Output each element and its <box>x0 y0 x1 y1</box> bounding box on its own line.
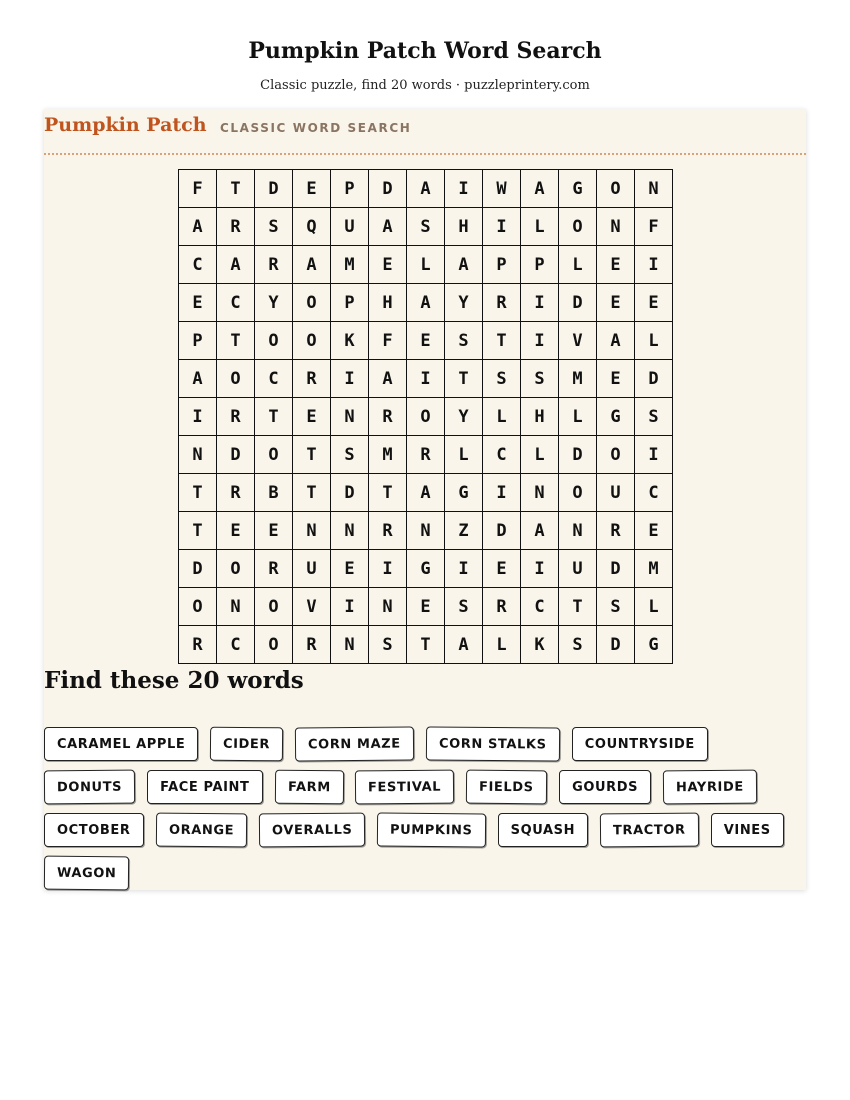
grid-cell[interactable]: I <box>331 360 369 398</box>
grid-cell[interactable]: C <box>217 626 255 664</box>
grid-cell[interactable]: O <box>255 626 293 664</box>
grid-cell[interactable]: D <box>331 474 369 512</box>
grid-cell[interactable]: G <box>445 474 483 512</box>
grid-cell[interactable]: R <box>407 436 445 474</box>
grid-cell[interactable]: Q <box>293 208 331 246</box>
word-chip: PUMPKINS <box>377 813 486 848</box>
grid-cell[interactable]: R <box>483 588 521 626</box>
grid-cell[interactable]: N <box>179 436 217 474</box>
grid-cell[interactable]: A <box>369 208 407 246</box>
tagline: CLASSIC WORD SEARCH <box>220 121 412 135</box>
grid-cell[interactable]: E <box>331 550 369 588</box>
word-chip: FESTIVAL <box>355 770 454 805</box>
grid-cell[interactable]: N <box>331 626 369 664</box>
grid-cell[interactable]: N <box>559 512 597 550</box>
grid-cell[interactable]: L <box>635 322 673 360</box>
grid-cell[interactable]: T <box>293 474 331 512</box>
grid-cell[interactable]: B <box>255 474 293 512</box>
grid-cell[interactable]: M <box>635 550 673 588</box>
grid-cell[interactable]: M <box>369 436 407 474</box>
grid-cell[interactable]: S <box>445 588 483 626</box>
grid-cell[interactable]: L <box>521 208 559 246</box>
word-chip: OCTOBER <box>44 813 144 847</box>
grid-cell[interactable]: P <box>179 322 217 360</box>
grid-cell[interactable]: E <box>293 398 331 436</box>
grid-cell[interactable]: L <box>559 246 597 284</box>
grid-cell[interactable]: N <box>521 474 559 512</box>
grid-cell[interactable]: D <box>635 360 673 398</box>
grid-cell[interactable]: I <box>179 398 217 436</box>
word-chip: COUNTRYSIDE <box>572 727 708 761</box>
letter-grid <box>178 169 673 664</box>
grid-cell[interactable]: R <box>369 398 407 436</box>
grid-cell[interactable]: T <box>483 322 521 360</box>
word-chip: HAYRIDE <box>663 770 757 805</box>
grid-cell[interactable]: T <box>179 474 217 512</box>
grid-cell[interactable]: D <box>179 550 217 588</box>
grid-cell[interactable]: O <box>293 284 331 322</box>
grid-cell[interactable]: R <box>255 246 293 284</box>
grid-cell[interactable]: T <box>217 322 255 360</box>
grid-cell[interactable]: A <box>521 512 559 550</box>
grid-cell[interactable]: I <box>635 436 673 474</box>
grid-cell[interactable]: H <box>445 208 483 246</box>
grid-cell[interactable]: G <box>407 550 445 588</box>
word-chip: FARM <box>274 770 343 805</box>
puzzle-card <box>44 109 806 890</box>
grid-cell[interactable]: W <box>483 170 521 208</box>
grid-cell[interactable]: E <box>597 246 635 284</box>
grid-cell[interactable]: D <box>559 436 597 474</box>
grid-cell[interactable]: N <box>635 170 673 208</box>
grid-cell[interactable]: L <box>483 626 521 664</box>
grid-cell[interactable]: O <box>217 550 255 588</box>
grid-cell[interactable]: S <box>445 322 483 360</box>
word-chip: CIDER <box>210 727 283 762</box>
grid-cell[interactable]: E <box>407 588 445 626</box>
grid-cell[interactable]: L <box>635 588 673 626</box>
grid-cell[interactable]: O <box>597 436 635 474</box>
word-chip: TRACTOR <box>600 813 699 848</box>
grid-cell[interactable]: I <box>407 360 445 398</box>
grid-cell[interactable]: I <box>521 284 559 322</box>
grid-cell[interactable]: S <box>483 360 521 398</box>
grid-cell[interactable]: T <box>217 170 255 208</box>
grid-cell[interactable]: E <box>635 284 673 322</box>
grid-cell[interactable]: E <box>179 284 217 322</box>
grid-cell[interactable]: F <box>369 322 407 360</box>
grid-cell[interactable]: M <box>331 246 369 284</box>
grid-cell[interactable]: V <box>559 322 597 360</box>
grid-cell[interactable]: C <box>217 284 255 322</box>
grid-cell[interactable]: A <box>407 474 445 512</box>
grid-cell[interactable]: I <box>521 322 559 360</box>
grid-cell[interactable]: E <box>293 170 331 208</box>
grid-cell[interactable]: A <box>179 360 217 398</box>
grid-cell[interactable]: N <box>331 512 369 550</box>
grid-cell[interactable]: I <box>521 550 559 588</box>
grid-cell[interactable]: D <box>369 170 407 208</box>
grid-cell[interactable]: S <box>559 626 597 664</box>
grid-cell[interactable]: N <box>293 512 331 550</box>
word-chip: SQUASH <box>498 813 588 847</box>
grid-cell[interactable]: R <box>217 208 255 246</box>
grid-cell[interactable]: O <box>293 322 331 360</box>
word-chip: GOURDS <box>559 770 651 804</box>
grid-cell[interactable]: A <box>445 626 483 664</box>
word-chip: CORN MAZE <box>295 726 414 761</box>
grid-cell[interactable]: D <box>217 436 255 474</box>
grid-cell[interactable]: T <box>293 436 331 474</box>
grid-cell[interactable]: U <box>293 550 331 588</box>
grid-cell[interactable]: Y <box>445 398 483 436</box>
grid-cell[interactable]: C <box>521 588 559 626</box>
grid-cell[interactable]: K <box>331 322 369 360</box>
grid-cell[interactable]: N <box>331 398 369 436</box>
grid-cell[interactable]: D <box>483 512 521 550</box>
grid-cell[interactable]: S <box>407 208 445 246</box>
grid-cell[interactable]: R <box>597 512 635 550</box>
grid-cell[interactable]: R <box>179 626 217 664</box>
grid-cell[interactable]: T <box>179 512 217 550</box>
card-header <box>44 109 806 155</box>
grid-cell[interactable]: Y <box>255 284 293 322</box>
grid-cell[interactable]: D <box>597 626 635 664</box>
grid-cell[interactable]: C <box>483 436 521 474</box>
grid-cell[interactable]: U <box>331 208 369 246</box>
grid-cell[interactable]: E <box>635 512 673 550</box>
word-chip: ORANGE <box>155 813 246 848</box>
grid-cell[interactable]: E <box>369 246 407 284</box>
word-chip: DONUTS <box>44 770 135 805</box>
grid-cell[interactable]: O <box>255 322 293 360</box>
grid-cell[interactable]: A <box>407 284 445 322</box>
grid-cell[interactable]: A <box>217 246 255 284</box>
grid-cell[interactable]: G <box>635 626 673 664</box>
grid-cell[interactable]: P <box>483 246 521 284</box>
grid-cell[interactable]: O <box>559 474 597 512</box>
word-chip: FACE PAINT <box>147 770 262 804</box>
grid-cell[interactable]: A <box>293 246 331 284</box>
grid-cell[interactable]: L <box>559 398 597 436</box>
grid-cell[interactable]: G <box>597 398 635 436</box>
brand-title: Pumpkin Patch <box>44 114 207 136</box>
grid-cell[interactable]: S <box>597 588 635 626</box>
grid-cell[interactable]: K <box>521 626 559 664</box>
grid-cell[interactable]: D <box>255 170 293 208</box>
grid-cell[interactable]: N <box>597 208 635 246</box>
word-chip: OVERALLS <box>259 813 366 848</box>
grid-cell[interactable]: U <box>559 550 597 588</box>
page-subtitle: Classic puzzle, find 20 words · puzzleprintery.com <box>260 78 590 93</box>
grid-cell[interactable]: T <box>369 474 407 512</box>
grid-cell[interactable]: C <box>179 246 217 284</box>
grid-cell[interactable]: S <box>369 626 407 664</box>
word-chip: CORN STALKS <box>426 726 560 761</box>
grid-cell[interactable]: N <box>217 588 255 626</box>
grid-cell[interactable]: T <box>445 360 483 398</box>
grid-cell[interactable]: A <box>179 208 217 246</box>
grid-cell[interactable]: A <box>521 170 559 208</box>
grid-cell[interactable]: I <box>445 170 483 208</box>
grid-cell[interactable]: I <box>635 246 673 284</box>
grid-cell[interactable]: R <box>293 360 331 398</box>
grid-cell[interactable]: H <box>521 398 559 436</box>
page-title: Pumpkin Patch Word Search <box>248 38 602 64</box>
grid-cell[interactable]: F <box>179 170 217 208</box>
grid-cell[interactable]: C <box>635 474 673 512</box>
grid-cell[interactable]: S <box>521 360 559 398</box>
word-list-heading: Find these 20 words <box>44 667 304 694</box>
grid-cell[interactable]: N <box>407 512 445 550</box>
grid-cell[interactable]: E <box>407 322 445 360</box>
grid-cell[interactable]: O <box>559 208 597 246</box>
grid-cell[interactable]: R <box>369 512 407 550</box>
grid-cell[interactable]: T <box>255 398 293 436</box>
grid-cell[interactable]: O <box>255 436 293 474</box>
grid-cell[interactable]: O <box>179 588 217 626</box>
grid-cell[interactable]: F <box>635 208 673 246</box>
grid-cell[interactable]: U <box>597 474 635 512</box>
grid-cell[interactable]: T <box>559 588 597 626</box>
grid-cell[interactable]: P <box>521 246 559 284</box>
grid-cell[interactable]: R <box>217 474 255 512</box>
grid-cell[interactable]: L <box>445 436 483 474</box>
grid-cell[interactable]: P <box>331 284 369 322</box>
grid-cell[interactable]: A <box>445 246 483 284</box>
grid-cell[interactable]: E <box>597 360 635 398</box>
grid-cell[interactable]: R <box>217 398 255 436</box>
grid-cell[interactable]: E <box>255 512 293 550</box>
grid-cell[interactable]: H <box>369 284 407 322</box>
grid-cell[interactable]: L <box>407 246 445 284</box>
word-chip: CARAMEL APPLE <box>44 727 198 761</box>
grid-cell[interactable]: R <box>293 626 331 664</box>
grid-cell[interactable]: D <box>597 550 635 588</box>
grid-cell[interactable]: V <box>293 588 331 626</box>
grid-cell[interactable]: O <box>217 360 255 398</box>
grid-cell[interactable]: A <box>369 360 407 398</box>
grid-cell[interactable]: A <box>407 170 445 208</box>
grid-cell[interactable]: T <box>407 626 445 664</box>
grid-cell[interactable]: A <box>597 322 635 360</box>
grid-cell[interactable]: I <box>445 550 483 588</box>
grid-cell[interactable]: O <box>597 170 635 208</box>
grid-cell[interactable]: C <box>255 360 293 398</box>
grid-cell[interactable]: R <box>483 284 521 322</box>
grid-cell[interactable]: Z <box>445 512 483 550</box>
grid-cell[interactable]: S <box>635 398 673 436</box>
grid-cell[interactable]: Y <box>445 284 483 322</box>
grid-cell[interactable]: E <box>597 284 635 322</box>
grid-cell[interactable]: L <box>521 436 559 474</box>
grid-cell[interactable]: O <box>255 588 293 626</box>
grid-cell[interactable]: G <box>559 170 597 208</box>
grid-cell[interactable]: O <box>407 398 445 436</box>
grid-cell[interactable]: S <box>255 208 293 246</box>
word-chip: FIELDS <box>466 770 547 805</box>
grid-cell[interactable]: P <box>331 170 369 208</box>
grid-cell[interactable]: I <box>483 474 521 512</box>
grid-cell[interactable]: E <box>217 512 255 550</box>
grid-cell[interactable]: N <box>369 588 407 626</box>
word-chip: WAGON <box>44 856 130 891</box>
grid-cell[interactable]: I <box>483 208 521 246</box>
grid-cell[interactable]: L <box>483 398 521 436</box>
grid-cell[interactable]: D <box>559 284 597 322</box>
grid-cell[interactable]: I <box>331 588 369 626</box>
word-chip: VINES <box>711 813 784 847</box>
grid-cell[interactable]: E <box>483 550 521 588</box>
word-list <box>44 727 806 890</box>
grid-cell[interactable]: R <box>255 550 293 588</box>
grid-cell[interactable]: I <box>369 550 407 588</box>
grid-cell[interactable]: M <box>559 360 597 398</box>
grid-cell[interactable]: S <box>331 436 369 474</box>
